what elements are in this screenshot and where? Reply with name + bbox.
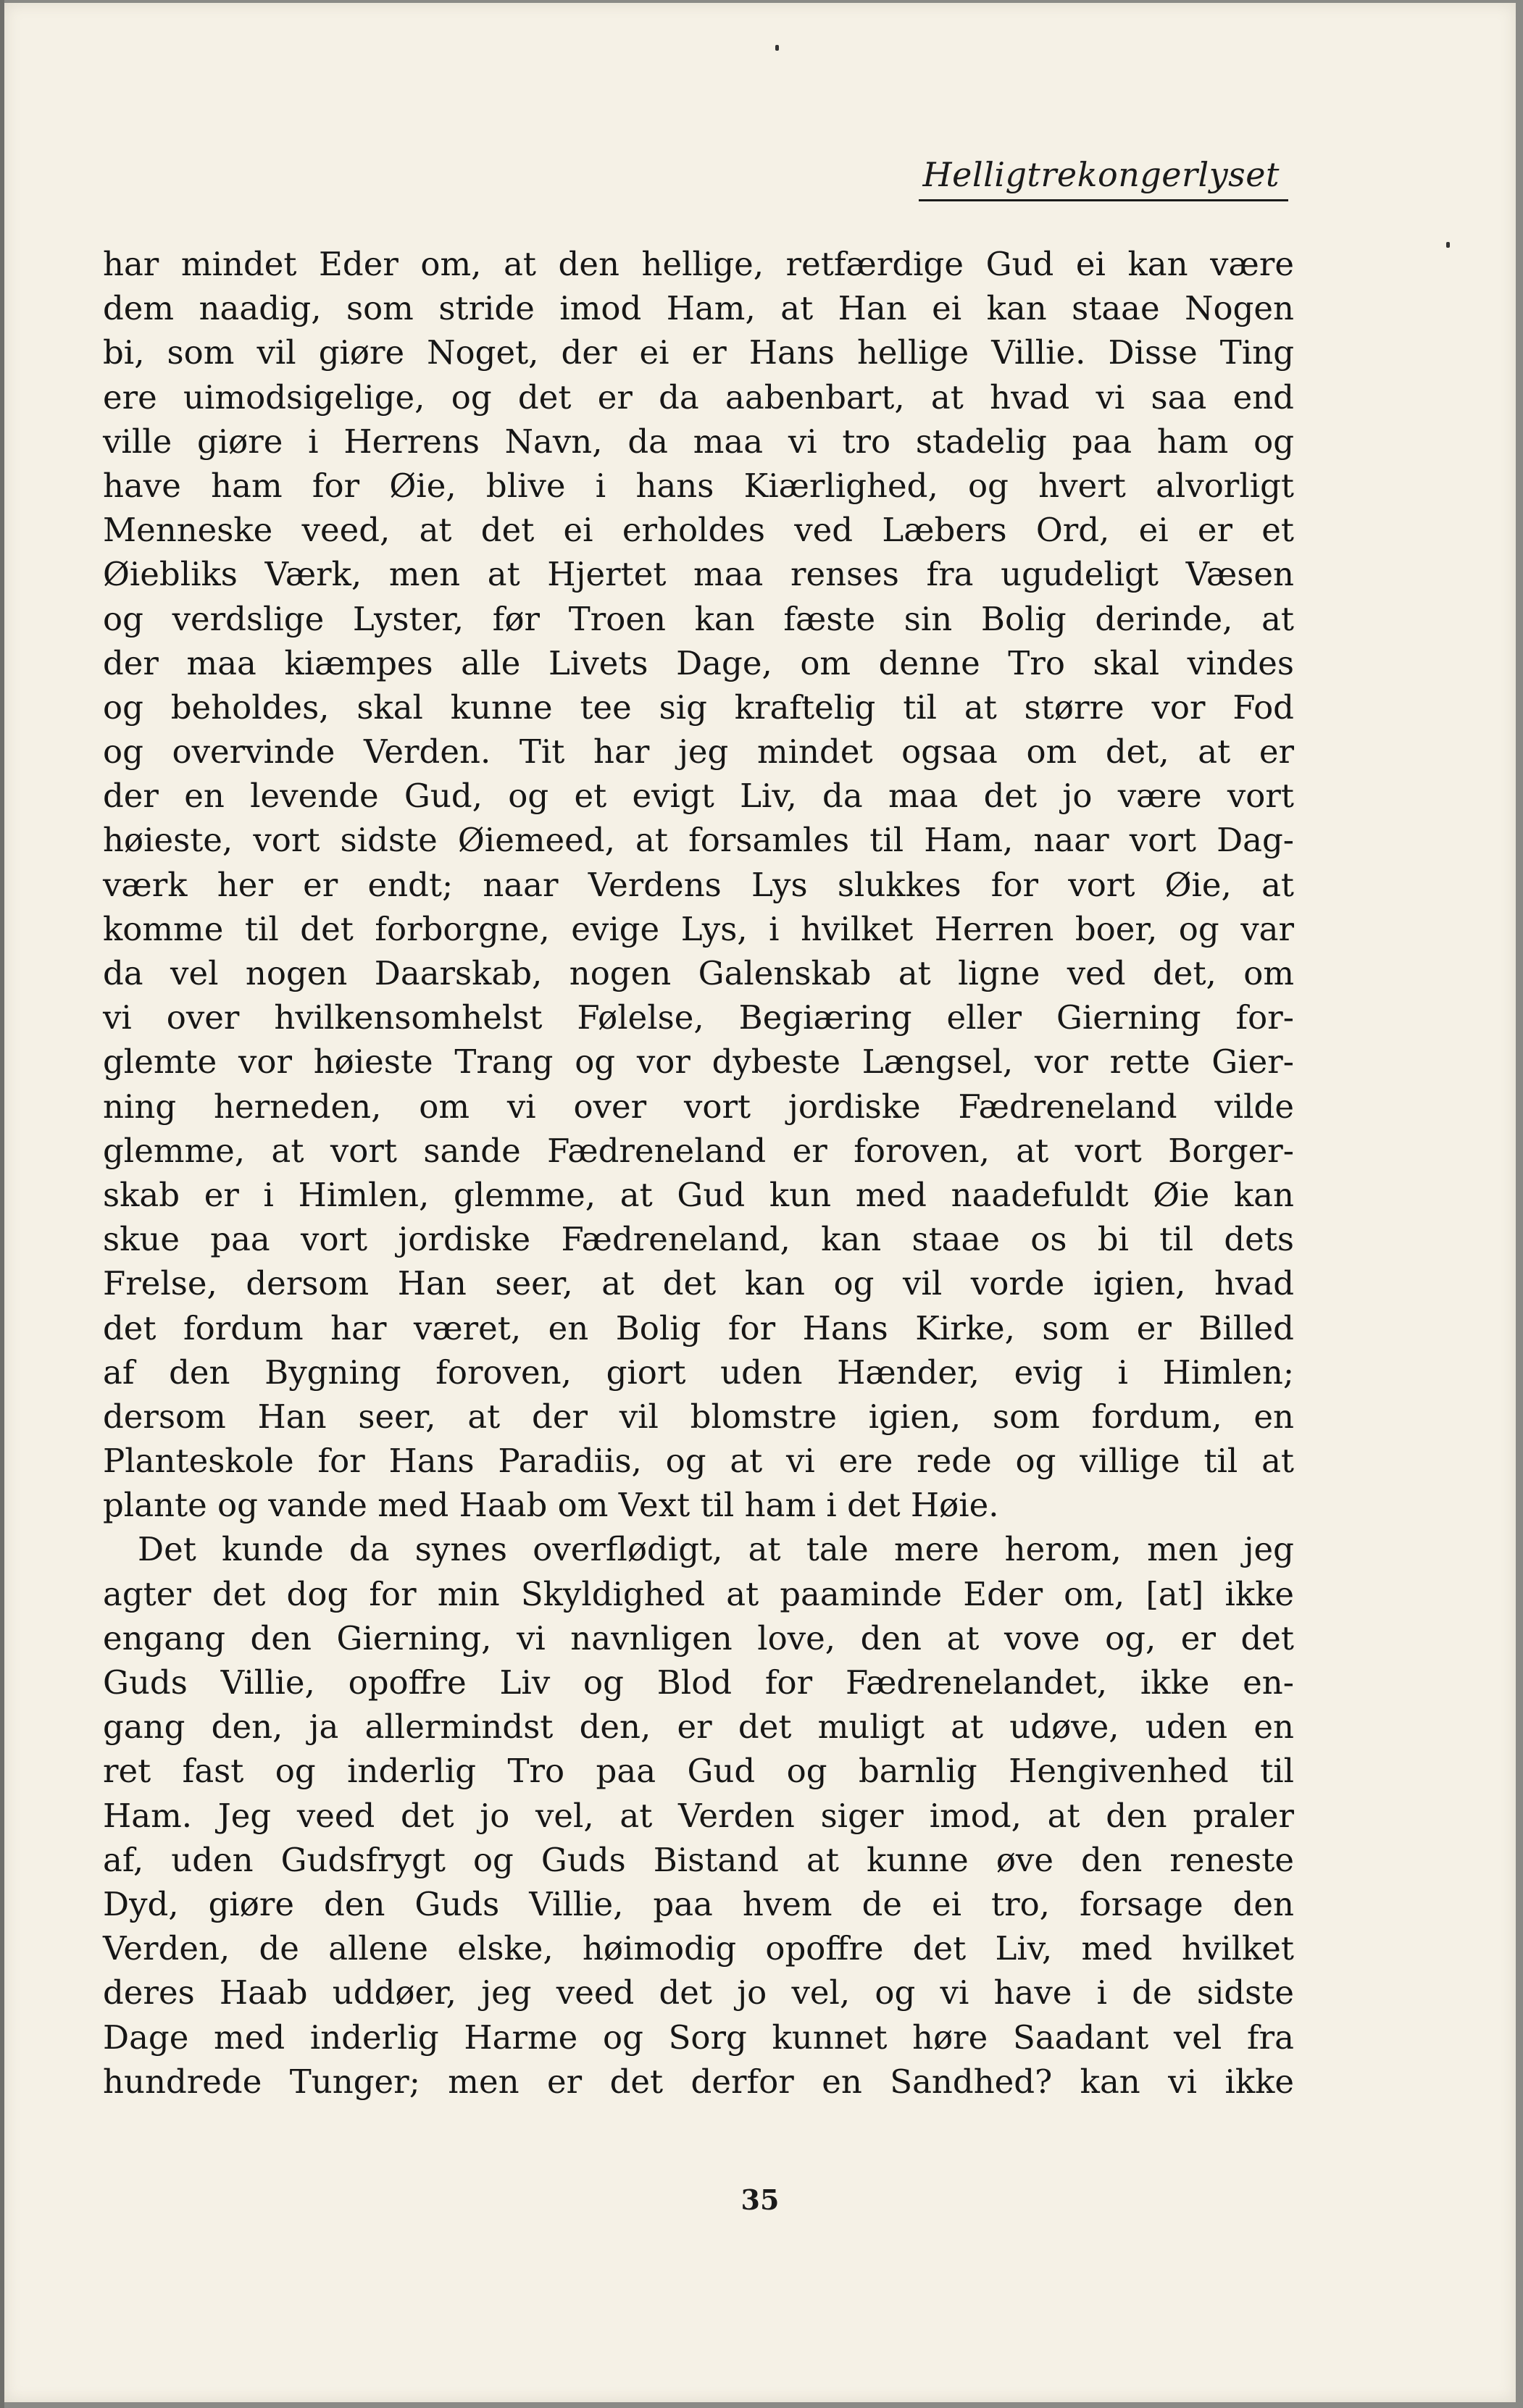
body-text bbox=[103, 242, 1294, 2104]
text-line: værk her er endt; naar Verdens Lys slukkes for vort Øie, at bbox=[103, 865, 1294, 904]
text-line: bi, som vil giøre Noget, der ei er Hans hellige Villie. Disse Ting bbox=[103, 333, 1294, 372]
text-line: Dyd, giøre den Guds Villie, paa hvem de ei tro, forsage den bbox=[103, 1884, 1294, 1923]
text-line: Det kunde da synes overflødigt, at tale mere herom, men jeg bbox=[138, 1530, 1294, 1569]
text-line: ville giøre i Herrens Navn, da maa vi tro stadelig paa ham og bbox=[103, 422, 1294, 461]
text-line: Menneske veed, at det ei erholdes ved Læbers Ord, ei er et bbox=[103, 511, 1294, 550]
text-line: Guds Villie, opoffre Liv og Blod for Fædrenelandet, ikke en- bbox=[103, 1663, 1294, 1702]
text-line: ere uimodsigelige, og det er da aabenbart, at hvad vi saa end bbox=[103, 377, 1294, 417]
text-line: Øiebliks Værk, men at Hjertet maa renses fra ugudeligt Væsen bbox=[103, 555, 1294, 594]
text-line: høieste, vort sidste Øiemeed, at forsamles til Ham, naar vort Dag- bbox=[103, 821, 1294, 860]
text-line: deres Haab uddøer, jeg veed det jo vel, og vi have i de sidste bbox=[103, 1973, 1294, 2012]
text-line: komme til det forborgne, evige Lys, i hvilket Herren boer, og var bbox=[103, 909, 1294, 948]
text-line: agter det dog for min Skyldighed at paaminde Eder om, [at] ikke bbox=[103, 1574, 1294, 1613]
text-line: der en levende Gud, og et evigt Liv, da maa det jo være vort bbox=[103, 777, 1294, 816]
text-line: ret fast og inderlig Tro paa Gud og barnlig Hengivenhed til bbox=[103, 1752, 1294, 1791]
text-line: vi over hvilkensomhelst Følelse, Begiæring eller Gierning for- bbox=[103, 998, 1294, 1037]
text-line: der maa kiæmpes alle Livets Dage, om denne Tro skal vindes bbox=[103, 643, 1294, 682]
text-line: det fordum har været, en Bolig for Hans Kirke, som er Billed bbox=[103, 1308, 1294, 1347]
header-rule bbox=[919, 199, 1288, 201]
running-title: Helligtrekongerlyset bbox=[922, 155, 1280, 194]
text-line: plante og vande med Haab om Vext til ham i det Høie. bbox=[103, 1486, 999, 1525]
text-line: dem naadig, som stride imod Ham, at Han ei kan staae Nogen bbox=[103, 289, 1294, 328]
text-line: glemme, at vort sande Fædreneland er foroven, at vort Borger- bbox=[103, 1131, 1294, 1170]
text-line: af den Bygning foroven, giort uden Hænder, evig i Himlen; bbox=[103, 1353, 1294, 1392]
text-line: Verden, de allene elske, høimodig opoffre det Liv, med hvilket bbox=[103, 1929, 1294, 1968]
text-line: Dage med inderlig Harme og Sorg kunnet høre Saadant vel fra bbox=[103, 2018, 1294, 2057]
scan-speck bbox=[775, 45, 779, 51]
text-line: og overvinde Verden. Tit har jeg mindet ogsaa om det, at er bbox=[103, 732, 1294, 772]
scan-speck bbox=[1446, 242, 1450, 248]
text-line: da vel nogen Daarskab, nogen Galenskab at ligne ved det, om bbox=[103, 954, 1294, 992]
text-line: Ham. Jeg veed det jo vel, at Verden siger imod, at den praler bbox=[103, 1796, 1294, 1835]
text-line: have ham for Øie, blive i hans Kiærlighed, og hvert alvorligt bbox=[103, 466, 1294, 505]
page-number: 35 bbox=[740, 2183, 780, 2216]
book-page bbox=[4, 3, 1516, 2402]
text-line: hundrede Tunger; men er det derfor en Sandhed? kan vi ikke bbox=[103, 2062, 1294, 2101]
text-line: skue paa vort jordiske Fædreneland, kan staae os bi til dets bbox=[103, 1220, 1294, 1259]
text-line: engang den Gierning, vi navnligen love, den at vove og, er det bbox=[103, 1618, 1294, 1657]
text-line: Frelse, dersom Han seer, at det kan og vil vorde igien, hvad bbox=[103, 1264, 1294, 1303]
text-line: og beholdes, skal kunne tee sig kraftelig til at større vor Fod bbox=[103, 687, 1294, 727]
text-line: skab er i Himlen, glemme, at Gud kun med naadefuldt Øie kan bbox=[103, 1175, 1294, 1214]
text-line: gang den, ja allermindst den, er det muligt at udøve, uden en bbox=[103, 1707, 1294, 1747]
text-line: Planteskole for Hans Paradiis, og at vi ere rede og villige til at bbox=[103, 1442, 1294, 1481]
text-line: af, uden Gudsfrygt og Guds Bistand at kunne øve den reneste bbox=[103, 1840, 1294, 1879]
text-line: ning herneden, om vi over vort jordiske Fædreneland vilde bbox=[103, 1087, 1294, 1126]
text-line: glemte vor høieste Trang og vor dybeste Længsel, vor rette Gier- bbox=[103, 1042, 1294, 1082]
text-line: dersom Han seer, at der vil blomstre igien, som fordum, en bbox=[103, 1397, 1294, 1436]
text-line: og verdslige Lyster, før Troen kan fæste sin Bolig derinde, at bbox=[103, 599, 1294, 638]
text-line: har mindet Eder om, at den hellige, retfærdige Gud ei kan være bbox=[103, 245, 1294, 283]
